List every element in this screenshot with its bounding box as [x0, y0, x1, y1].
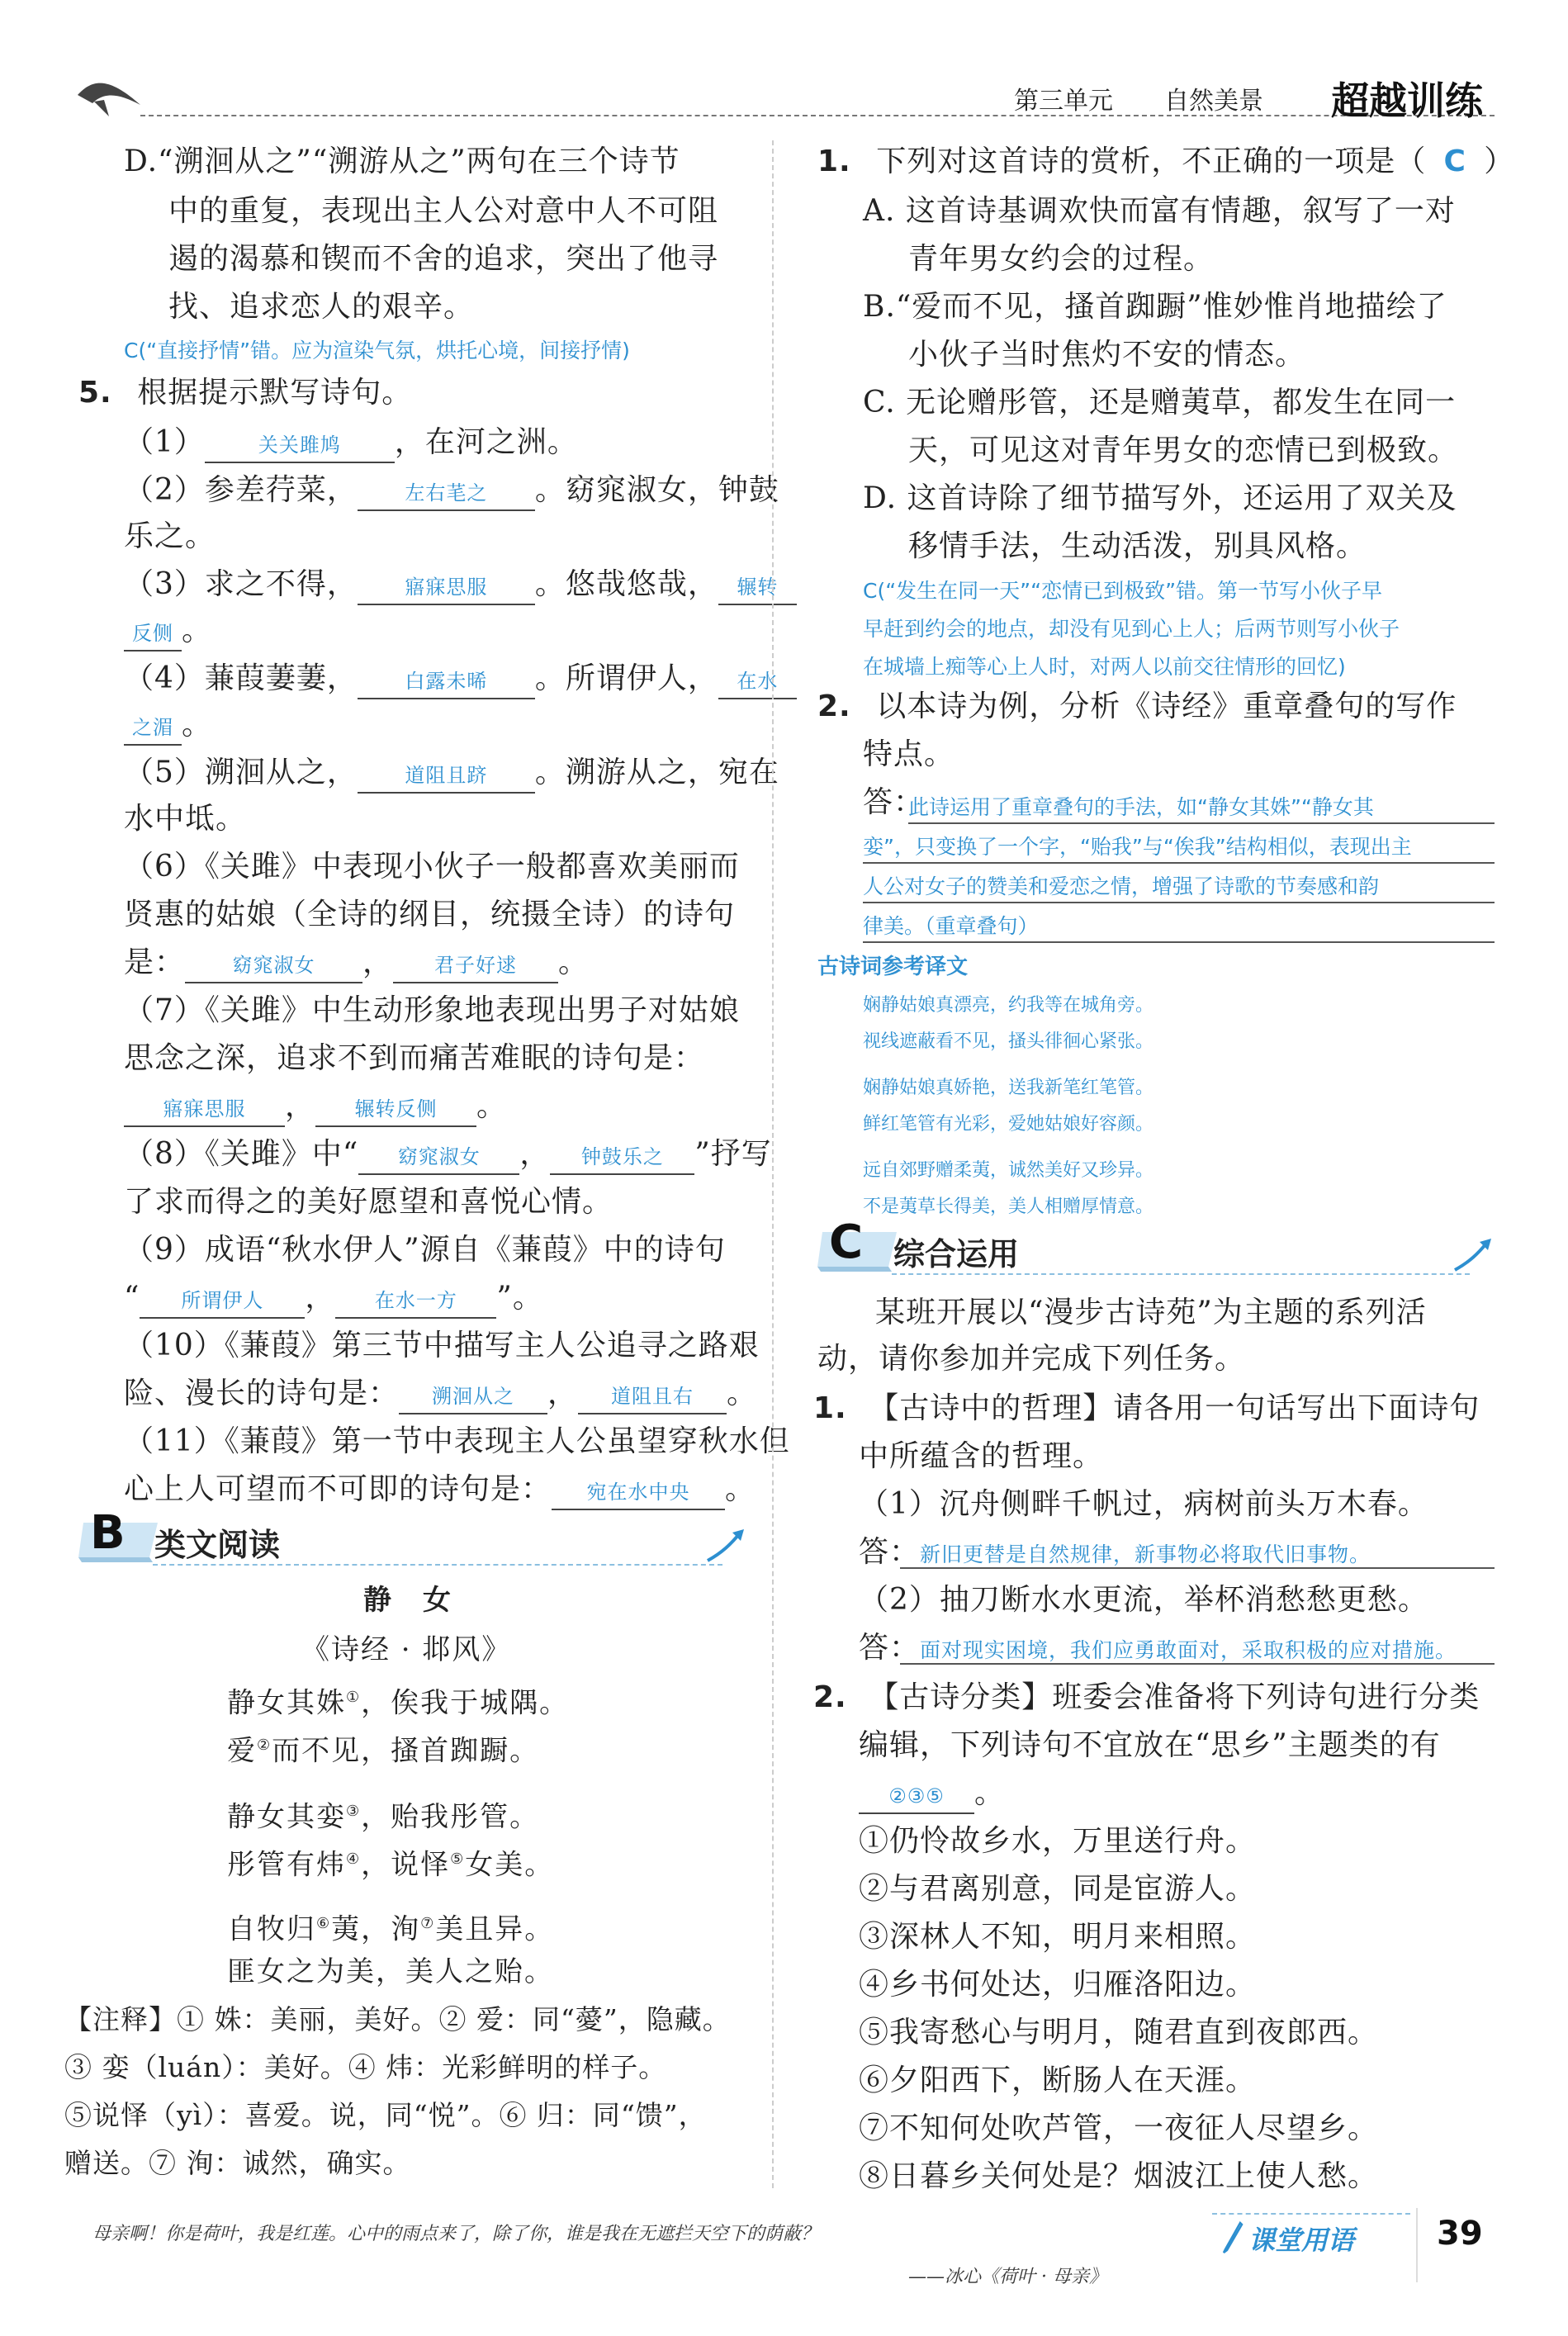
poem-line-5: 自牧归⑥荑，洵⑦美且异。: [227, 1912, 555, 1946]
translation-line-5: 远自郊野赠柔荑，诚然美好又珍异。: [863, 1160, 1154, 1181]
q5-item-11-line1: （11）《蒹葭》第一节中表现主人公虽望穿秋水但: [124, 1424, 790, 1458]
answer-blank: 所谓伊人: [181, 1289, 264, 1312]
answer-blank: 白露未晞: [405, 670, 488, 693]
q5-item-4: （4）蒹葭萋萋， 白露未晞 。所谓伊人， 在水: [124, 656, 797, 702]
q5-item-7-line1: （7）《关雎》中生动形象地表现出男子对姑娘: [124, 993, 740, 1027]
q5-item-3-line2: 反侧 。: [124, 608, 212, 654]
q5-item-7-line2: 思念之深，追求不到而痛苦难眠的诗句是：: [124, 1041, 705, 1075]
q5-item-8: （8）《关雎》中“ 窈窕淑女 ， 钟鼓乐之 ”抒写: [124, 1131, 772, 1177]
arrow-icon: [1453, 1237, 1495, 1273]
notes-line-3: ⑤说怿（yì）：喜爱。说，同“悦”。⑥ 归：同“馈”，: [64, 2099, 707, 2131]
answer-blank: 窈窕淑女: [397, 1145, 481, 1168]
q1-option-d-line2: 移情手法，生动活泼，别具风格。: [908, 529, 1367, 563]
footer-divider: [1212, 2213, 1410, 2215]
q5-item-6-line2: 贤惠的姑娘（全诗的纲目，统摄全诗）的诗句: [124, 898, 736, 931]
c1-sentence-1: （1）沉舟侧畔千帆过，病树前头万木春。: [859, 1487, 1428, 1521]
answer-blank: 寤寐思服: [405, 576, 488, 599]
q2-number: 2.: [817, 689, 851, 723]
q1-option-b-line2: 小伙子当时焦灼不安的情态。: [908, 338, 1306, 372]
answer-blank: 左右芼之: [405, 481, 488, 505]
c1-stem-line2: 中所蕴含的哲理。: [859, 1439, 1104, 1473]
header: [0, 0, 1568, 132]
q2-answer-line3: 人公对女子的赞美和爱恋之情，增强了诗歌的节奏感和韵: [863, 874, 1380, 898]
poem-line-1: 静女其姝①，俟我于城隅。: [227, 1686, 570, 1720]
poem-source: 《诗经 · 邶风》: [301, 1633, 512, 1666]
q5-title-text: 根据提示默写诗句。: [137, 376, 413, 410]
q4-answer: C(“直接抒情”错。应为渲染气氛，烘托心境，间接抒情): [124, 339, 630, 362]
translation-line-4: 鲜红笔管有光彩，爱她姑娘好容颜。: [863, 1114, 1154, 1135]
answer-blank: 之湄: [132, 716, 173, 739]
q5-item-3: （3）求之不得， 寤寐思服 。悠哉悠哉， 辗转: [124, 561, 797, 608]
q1-explain-line2: 早赶到约会的地点，却没有见到心上人；后两节则写小伙子: [863, 617, 1400, 641]
q1-stem: 1. 下列对这首诗的赏析，不正确的一项是（ C ）: [817, 139, 1514, 185]
translation-line-3: 娴静姑娘真娇艳，送我新笔红笔管。: [863, 1078, 1154, 1098]
section-b-header: [78, 1506, 747, 1569]
pen-icon: [1220, 2221, 1245, 2254]
q5-item-9-line1: （9）成语“秋水伊人”源自《蒹葭》中的诗句: [124, 1233, 726, 1267]
poem-line-6: 匪女之为美，美人之贻。: [227, 1955, 554, 1988]
answer-blank: 反侧: [132, 622, 173, 645]
poem-line-2: 爱②而不见，搔首踟蹰。: [227, 1734, 540, 1768]
answer-blank: 钟鼓乐之: [580, 1145, 664, 1168]
q5-item-1: （1） 关关雎鸠 ，在河之洲。: [124, 419, 578, 466]
poem-line-3: 静女其娈③，贻我彤管。: [227, 1800, 540, 1834]
section-c-letter: C: [829, 1215, 864, 1269]
c2-item-7: ⑦不知何处吹芦管，一夜征人尽望乡。: [859, 2111, 1379, 2145]
q2-stem-line2: 特点。: [863, 737, 955, 771]
section-c-rule: [892, 1273, 1470, 1275]
q5-item-6-line3: 是： 窈窕淑女 ， 君子好逑 。: [124, 940, 589, 986]
answer-rule: [908, 822, 1495, 824]
q1-answer: C: [1443, 145, 1466, 178]
q5-item-4-line2: 之湄 。: [124, 702, 212, 748]
footer-label: 课堂用语: [1248, 2225, 1355, 2256]
poem-line-4: 彤管有炜④，说怿⑤女美。: [227, 1848, 555, 1882]
c2-number: 2.: [813, 1680, 847, 1714]
swallow-logo-icon: [76, 70, 142, 120]
c1-stem: 1. 【古诗中的哲理】请各用一句话写出下面诗句: [813, 1391, 1480, 1425]
q4-option-d-line1: D.“溯洄从之”“溯游从之”两句在三个诗节: [124, 145, 680, 178]
answer-blank: 溯洄从之: [432, 1385, 515, 1408]
answer-blank: 辗转反侧: [354, 1097, 438, 1121]
q1-number: 1.: [817, 145, 851, 178]
section-b-title: 类文阅读: [154, 1527, 281, 1563]
q5-item-5: （5）溯洄从之， 道阻且跻 。溯游从之，宛在: [124, 750, 779, 796]
q5-item-11-line2: 心上人可望而不可即的诗句是： 宛在水中央 。: [124, 1467, 756, 1513]
column-divider: [772, 140, 774, 2188]
q4-option-d-line4: 找、追求恋人的艰辛。: [168, 290, 475, 324]
intro-line-2: 动，请你参加并完成下列任务。: [817, 1342, 1246, 1376]
q1-option-a-line2: 青年男女约会的过程。: [908, 242, 1215, 276]
answer-blank: 寤寐思服: [163, 1097, 246, 1121]
c1-number: 1.: [813, 1391, 847, 1425]
q1-option-d-line1: D. 这首诗除了细节描写外，还运用了双关及: [863, 481, 1457, 515]
answer-blank: 在水: [737, 670, 779, 693]
c2-item-5: ⑤我寄愁心与明月，随君直到夜郎西。: [859, 2016, 1379, 2049]
translation-line-1: 娴静姑娘真漂亮，约我等在城角旁。: [863, 995, 1154, 1016]
q5-item-10-line2: 险、漫长的诗句是： 溯洄从之 ， 道阻且右 。: [124, 1371, 757, 1417]
answer-rule: [863, 941, 1495, 943]
c2-item-6: ⑥夕阳西下，断肠人在天涯。: [859, 2064, 1257, 2097]
q5-item-5-line2: 水中坻。: [124, 802, 247, 836]
q2-answer-label: 答：: [863, 785, 925, 819]
answer-blank: 君子好逑: [434, 954, 518, 977]
poem-title: 静 女: [363, 1584, 452, 1617]
answer-blank: 窈窕淑女: [232, 954, 315, 977]
header-brand: 超越训练: [1331, 78, 1483, 123]
q5-item-10-line1: （10）《蒹葭》第三节中描写主人公追寻之路艰: [124, 1329, 760, 1362]
answer-rule: [863, 902, 1495, 903]
answer-blank: 道阻且右: [611, 1385, 694, 1408]
c2-stem-line2: 编辑，下列诗句不宜放在“思乡”主题类的有: [859, 1728, 1441, 1762]
q2-stem: 2. 以本诗为例，分析《诗经》重章叠句的写作: [817, 689, 1457, 723]
q4-option-d-line2: 中的重复，表现出主人公对意中人不可阻: [168, 194, 719, 228]
q5-item-2: （2）参差荇菜， 左右芼之 。窈窕淑女，钟鼓: [124, 467, 779, 514]
q1-option-b-line1: B.“爱而不见，搔首踟蹰”惟妙惟肖地描绘了: [863, 290, 1447, 324]
answer-rule: [863, 862, 1495, 864]
q5-item-6-line1: （6）《关雎》中表现小伙子一般都喜欢美丽而: [124, 850, 740, 884]
translation-line-2: 视线遮蔽看不见，搔头徘徊心紧张。: [863, 1031, 1154, 1052]
header-unit: 第三单元: [1014, 87, 1113, 116]
q5-item-7-line3: 寤寐思服 ， 辗转反侧 。: [124, 1083, 507, 1130]
answer-blank: 辗转: [737, 576, 779, 599]
answer-blank: 宛在水中央: [586, 1481, 690, 1504]
q5-title: [78, 370, 412, 416]
header-rule: [140, 115, 1495, 116]
translation-title: 古诗词参考译文: [817, 955, 969, 979]
q2-answer-line2: 娈”，只变换了一个字，“贻我”与“俟我”结构相似，表现出主: [863, 835, 1412, 859]
q1-option-a-line1: A. 这首诗基调欢快而富有情趣，叙写了一对: [863, 194, 1456, 228]
footer-quote: 母亲啊！你是荷叶，我是红莲。心中的雨点来了，除了你，谁是我在无遮拦天空下的荫蔽？: [92, 2224, 820, 2244]
c2-item-3: ③深林人不知，明月来相照。: [859, 1920, 1257, 1954]
intro-line-1: 某班开展以“漫步古诗苑”为主题的系列活: [875, 1296, 1427, 1329]
c2-item-1: ①仍怜故乡水，万里送行舟。: [859, 1824, 1257, 1858]
q5-number: 5.: [78, 376, 112, 410]
q4-option-d-line3: 遏的渴慕和锲而不舍的追求，突出了他寻: [168, 242, 719, 276]
q1-option-c-line1: C. 无论赠彤管，还是赠荑草，都发生在同一: [863, 386, 1457, 419]
q5-item-9-line2: “ 所谓伊人 ， 在水一方 ”。: [124, 1275, 543, 1321]
section-c-title: 综合运用: [893, 1236, 1020, 1272]
answer-rule: [900, 1567, 1495, 1569]
notes-line-2: ③ 娈（luán）：美好。④ 炜：光彩鲜明的样子。: [64, 2051, 667, 2083]
q5-item-8-line2: 了求而得之的美好愿望和喜悦心情。: [124, 1185, 613, 1219]
answer-blank: 道阻且跻: [405, 764, 488, 787]
arrow-icon: [706, 1528, 747, 1564]
q5-item-2-line2: 乐之。: [124, 519, 216, 553]
q1-option-c-line2: 天，可见这对青年男女的恋情已到极致。: [908, 434, 1459, 467]
c2-item-8: ⑧日暮乡关何处是？烟波江上使人愁。: [859, 2159, 1379, 2193]
header-topic: 自然美景: [1164, 87, 1263, 116]
q2-answer-line1: 此诗运用了重章叠句的手法，如“静女其姝”“静女其: [908, 795, 1374, 819]
translation-line-6: 不是荑草长得美，美人相赠厚情意。: [863, 1196, 1154, 1217]
c1-sentence-2: （2）抽刀断水水更流，举杯消愁愁更愁。: [859, 1583, 1428, 1617]
c2-stem: 2. 【古诗分类】班委会准备将下列诗句进行分类: [813, 1680, 1480, 1714]
c2-item-4: ④乡书何处达，归雁洛阳边。: [859, 1968, 1257, 2002]
section-c-header: [817, 1215, 1495, 1278]
section-b-rule: [153, 1564, 722, 1566]
footer-attribution: ——冰心《荷叶 · 母亲》: [908, 2267, 1107, 2287]
notes-line-1: 【注释】① 姝：美丽，美好。② 爱：同“薆”，隐藏。: [64, 2003, 731, 2035]
q1-explain-line3: 在城墙上痴等心上人时，对两人以前交往情形的回忆): [863, 655, 1346, 679]
answer-blank: 在水一方: [374, 1289, 457, 1312]
answer-blank: 关关雎鸠: [258, 434, 341, 457]
footer: [0, 2196, 1568, 2336]
c2-item-2: ②与君离别意，同是宦游人。: [859, 1872, 1257, 1906]
c1-answer-1: 答：新旧更替是自然规律，新事物必将取代旧事物。: [859, 1535, 1371, 1569]
q1-explain-line1: C(“发生在同一天”“恋情已到极致”错。第一节写小伙子早: [863, 579, 1383, 603]
q2-answer-line4: 律美。（重章叠句）: [863, 914, 1039, 938]
c2-answer: ②③⑤ 。: [859, 1770, 1005, 1817]
answer-rule: [900, 1663, 1495, 1665]
notes-line-4: 赠送。⑦ 洵：诚然，确实。: [64, 2147, 411, 2179]
page-number: 39: [1437, 2215, 1483, 2253]
c1-answer-2: 答：面对现实困境，我们应勇敢面对，采取积极的应对措施。: [859, 1631, 1457, 1665]
footer-vertical-rule: [1416, 2208, 1418, 2282]
section-b-letter: B: [90, 1506, 126, 1560]
